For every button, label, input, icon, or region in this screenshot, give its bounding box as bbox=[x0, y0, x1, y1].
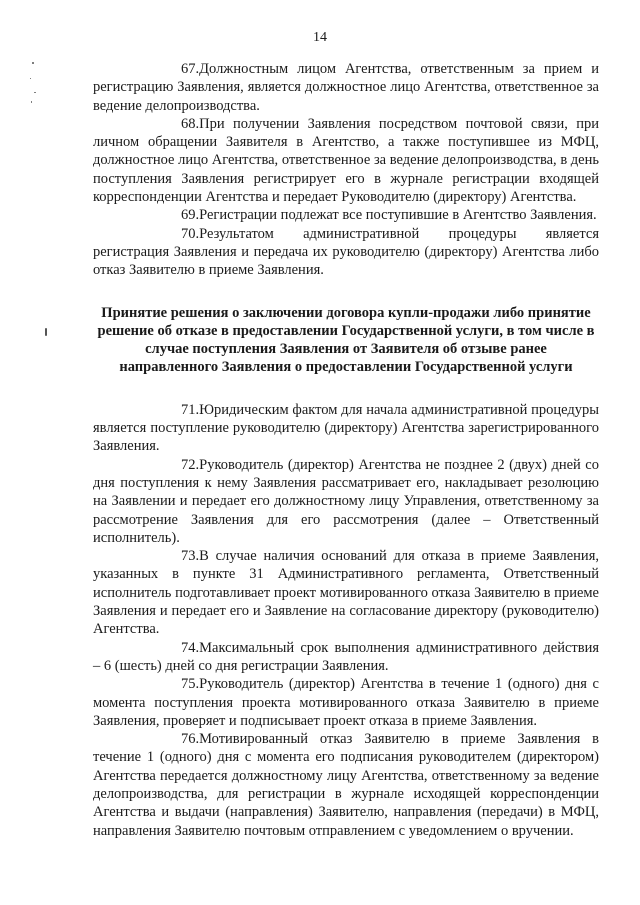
section-heading: Принятие решения о заключении договора купли-продажи либо принятие решение об отказе в предоставлении Государственной услуги, в том числе в случае поступления Заявления от Заявителя об отзыве ранее направленного Заявления о предоставлении Государственной услуги bbox=[97, 304, 595, 376]
paragraph-text: Мотивированный отказ Заявителю в приеме Заявления в течение 1 (одного) дня с момента его подписания руководителем (директором) Агентства передается должностному лицу Агентства, ответственному за ведение делопроизводства, для регистрации в журнале исходящей корреспонденции Агентства и выдачи (направления) Заявителю, направления (передачи) в МФЦ, направления Заявителю почтовым отправлением с уведомлением о вручении. bbox=[93, 731, 599, 839]
paragraph-text: Регистрации подлежат все поступившие в Агентство Заявления. bbox=[199, 207, 597, 224]
paragraph-71 bbox=[93, 401, 599, 456]
paragraph-number: 69. bbox=[181, 207, 200, 224]
paragraph-70 bbox=[93, 225, 599, 280]
scan-speck bbox=[32, 62, 34, 64]
paragraph-text: Должностным лицом Агентства, ответственным за прием и регистрацию Заявления, является должностное лицо Агентства, ответственное за ведение делопроизводства. bbox=[93, 61, 599, 114]
paragraph-number: 75. bbox=[181, 676, 200, 693]
paragraph-text: Результатом административной процедуры является регистрация Заявления и передача их руководителю (директору) Агентства либо отказ Заявителю в приеме Заявления. bbox=[93, 225, 599, 279]
paragraphs-before bbox=[93, 60, 599, 280]
paragraph-68 bbox=[93, 115, 599, 206]
paragraph-72 bbox=[93, 456, 599, 547]
scan-speck bbox=[31, 101, 32, 103]
paragraphs-after bbox=[93, 401, 599, 840]
paragraph-number: 70. bbox=[181, 225, 200, 242]
paragraph-text: Руководитель (директор) Агентства не позднее 2 (двух) дней со дня поступления к нему Заявления рассматривает его, накладывает резолюцию на Заявлении и передает его должностному лицу Управления, ответственному за рассмотрение Заявления для его рассмотрения (далее – Ответственный исполнитель). bbox=[93, 456, 599, 546]
paragraph-67 bbox=[93, 60, 599, 115]
paragraph-text: Руководитель (директор) Агентства в течение 1 (одного) дня с момента поступления проекта мотивированного отказа Заявителю в приеме Заявления, проверяет и подписывает проект отказа в приеме Заявления. bbox=[93, 676, 599, 729]
paragraph-number: 72. bbox=[181, 456, 200, 473]
scan-speck bbox=[45, 328, 47, 336]
paragraph-number: 74. bbox=[181, 639, 200, 656]
scan-speck bbox=[30, 78, 31, 79]
paragraph-text: При получении Заявления посредством почтовой связи, при личном обращении Заявителя в Агентство, а также поступившее из МФЦ, должностное лицо Агентства, ответственное за ведение делопроизводства, в день поступления Заявления регистрирует его в журнале регистрации входящей корреспонденции Агентства и передает Руководителю (директору) Агентства. bbox=[93, 115, 599, 206]
paragraph-number: 67. bbox=[181, 61, 200, 77]
paragraph-text: Юридическим фактом для начала административной процедуры является поступление руководителю (директору) Агентства зарегистрированного Заявления. bbox=[93, 401, 599, 455]
document-body bbox=[93, 60, 599, 840]
paragraph-69 bbox=[93, 206, 599, 224]
paragraph-number: 68. bbox=[181, 115, 200, 132]
paragraph-number: 73. bbox=[181, 548, 200, 565]
paragraph-73 bbox=[93, 547, 599, 638]
paragraph-75 bbox=[93, 675, 599, 730]
paragraph-74 bbox=[93, 639, 599, 676]
paragraph-number: 71. bbox=[181, 401, 200, 418]
scan-speck bbox=[34, 92, 36, 93]
paragraph-number: 76. bbox=[181, 731, 200, 748]
paragraph-text: В случае наличия оснований для отказа в приеме Заявления, указанных в пункте 31 Административного регламента, Ответственный исполнитель подготавливает проект мотивированного отказа Заявителю в приеме Заявления и передает его и Заявление на согласование директору (руководителю) Агентства. bbox=[93, 548, 599, 638]
paragraph-text: Максимальный срок выполнения административного действия – 6 (шесть) дней со дня регистрации Заявления. bbox=[93, 639, 599, 674]
paragraph-76 bbox=[93, 730, 599, 840]
page-number: 14 bbox=[313, 30, 327, 45]
